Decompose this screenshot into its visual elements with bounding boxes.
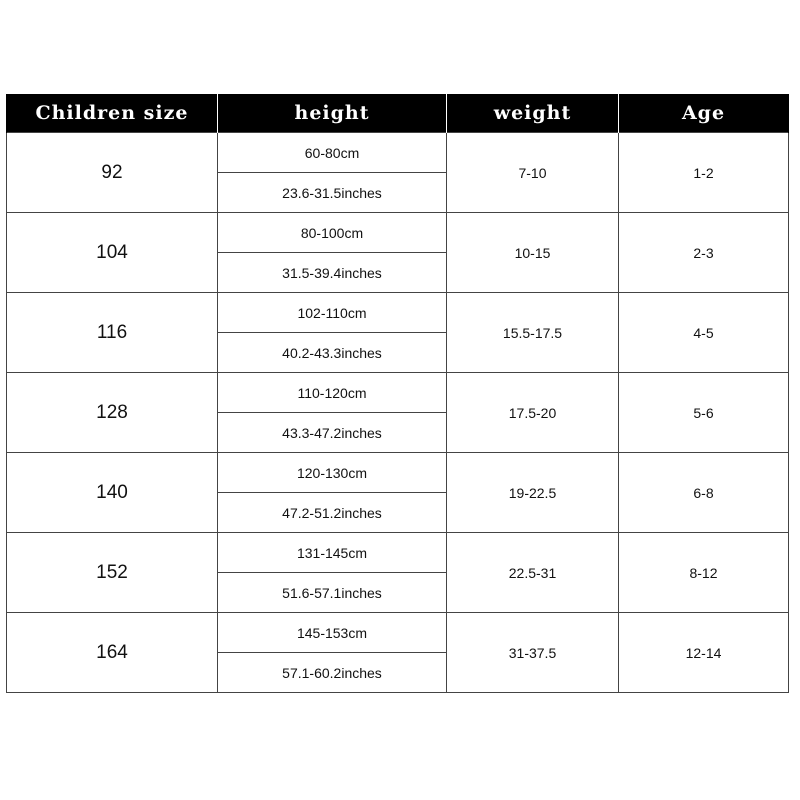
table-row (7, 533, 789, 573)
height-cm-cell: 80-100cm (218, 213, 447, 253)
size-cell: 92 (7, 133, 218, 213)
height-cm-cell: 102-110cm (218, 293, 447, 333)
age-cell: 5-6 (619, 373, 789, 453)
weight-cell: 15.5-17.5 (447, 293, 619, 373)
height-cm-cell: 60-80cm (218, 133, 447, 173)
height-in-cell: 43.3-47.2inches (218, 413, 447, 453)
weight-cell: 22.5-31 (447, 533, 619, 613)
height-in-cell: 31.5-39.4inches (218, 253, 447, 293)
size-cell: 152 (7, 533, 218, 613)
table-row (7, 133, 789, 173)
height-in-cell: 47.2-51.2inches (218, 493, 447, 533)
height-cm-cell: 131-145cm (218, 533, 447, 573)
header-age: Age (619, 94, 789, 133)
header-weight: weight (447, 94, 619, 133)
age-cell: 12-14 (619, 613, 789, 693)
table-row (7, 293, 789, 333)
height-in-cell: 51.6-57.1inches (218, 573, 447, 613)
age-cell: 2-3 (619, 213, 789, 293)
age-cell: 1-2 (619, 133, 789, 213)
age-cell: 8-12 (619, 533, 789, 613)
height-in-cell: 57.1-60.2inches (218, 653, 447, 693)
header-height: height (218, 94, 447, 133)
height-in-cell: 23.6-31.5inches (218, 173, 447, 213)
size-cell: 104 (7, 213, 218, 293)
weight-cell: 19-22.5 (447, 453, 619, 533)
height-cm-cell: 110-120cm (218, 373, 447, 413)
age-cell: 6-8 (619, 453, 789, 533)
size-cell: 140 (7, 453, 218, 533)
age-cell: 4-5 (619, 293, 789, 373)
table-row (7, 453, 789, 493)
header-children-size: Children size (7, 94, 218, 133)
height-in-cell: 40.2-43.3inches (218, 333, 447, 373)
size-cell: 164 (7, 613, 218, 693)
weight-cell: 10-15 (447, 213, 619, 293)
height-cm-cell: 120-130cm (218, 453, 447, 493)
size-cell: 116 (7, 293, 218, 373)
table-row (7, 613, 789, 653)
weight-cell: 31-37.5 (447, 613, 619, 693)
table-row (7, 213, 789, 253)
height-cm-cell: 145-153cm (218, 613, 447, 653)
weight-cell: 17.5-20 (447, 373, 619, 453)
header-row (7, 94, 789, 133)
table-row (7, 373, 789, 413)
size-chart-table (6, 94, 789, 693)
size-cell: 128 (7, 373, 218, 453)
weight-cell: 7-10 (447, 133, 619, 213)
